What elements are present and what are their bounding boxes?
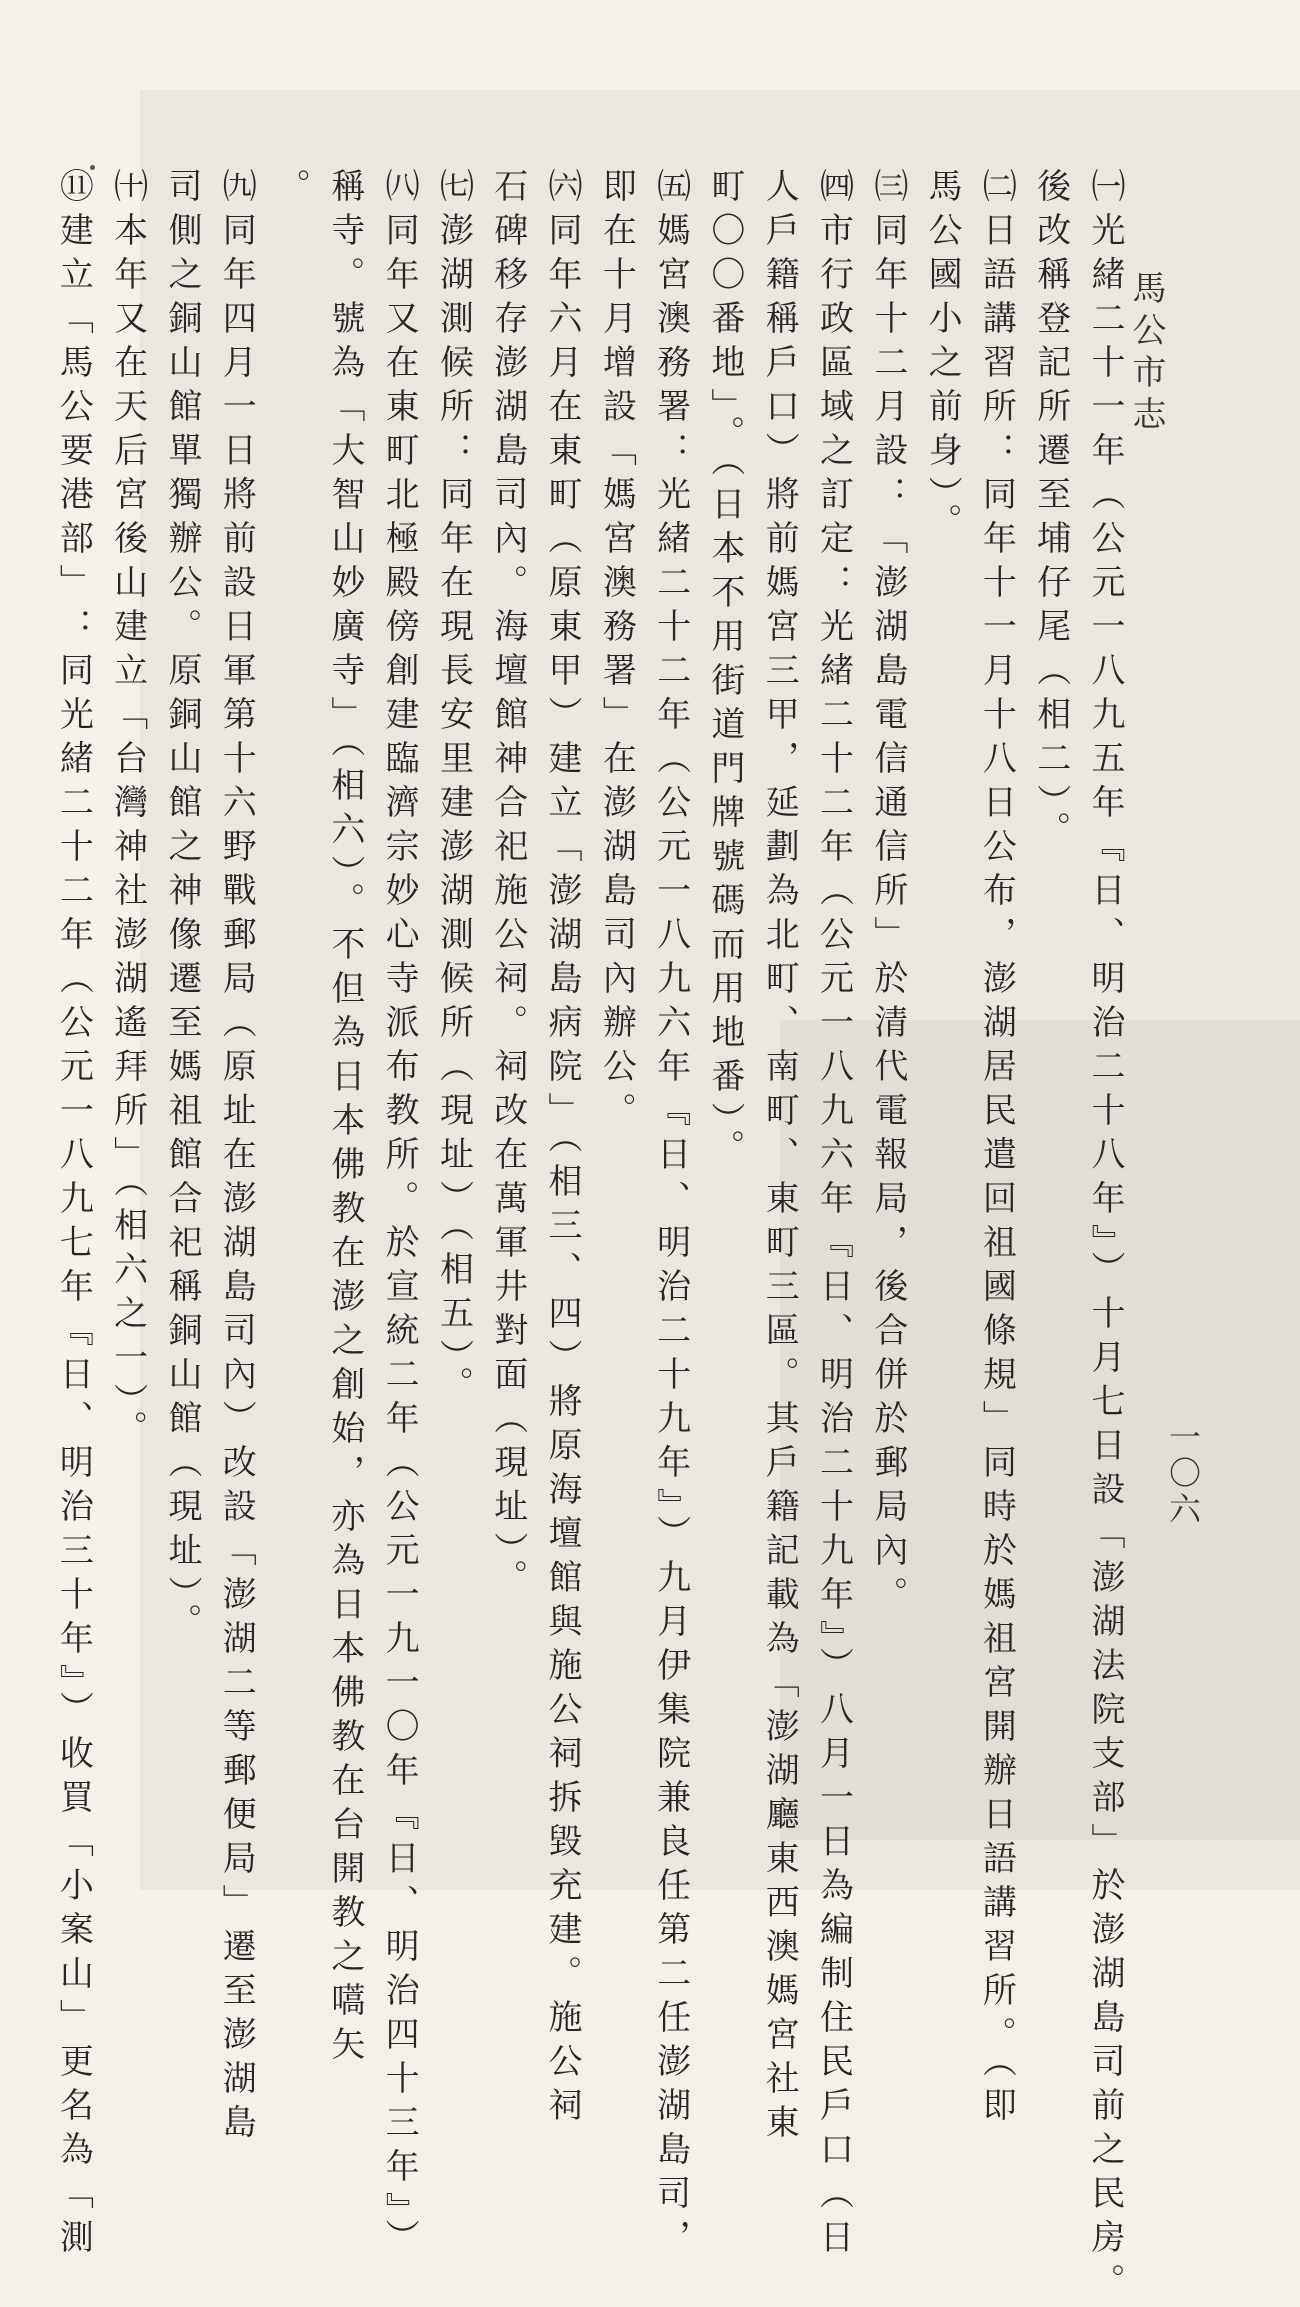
page-header: 馬公市志 bbox=[1126, 270, 1166, 438]
text-column: ㈡日語講習所：同年十一月十八日公布，澎湖居民遣回祖國條規」同時於媽祖宮開辦日語講習所。（即 bbox=[976, 168, 1017, 2131]
text-column: 即在十月增設「媽宮澳務署」在澎湖島司內辦公。 bbox=[596, 168, 637, 1136]
vertical-body-text bbox=[53, 168, 1132, 2307]
text-column: ㈨同年四月一日將前設日軍第十六野戰郵局（原址在澎湖島司內）改設「澎湖二等郵便局」遷至澎湖島 bbox=[216, 168, 257, 2148]
text-column: ⑪建立「馬公要港部」：同光緒二十二年（公元一八九七年『日、明治三十年』）收買「小案山」更名為「測 bbox=[53, 168, 94, 2263]
text-column: ㈦澎湖測候所：同年在現長安里建澎湖測候所（現址）（相五）。 bbox=[433, 168, 474, 1410]
text-column: ㈤媽宮澳務署：光緒二十二年（公元一八九六年『日、明治二十九年』）九月伊集院兼良任第二任澎湖島司， bbox=[650, 168, 691, 2263]
text-column: ㈩本年又在天后宮後山建立「台灣神社澎湖遙拜所」（相六之一）。 bbox=[107, 168, 148, 1454]
text-column: 稱寺。號為「大智山妙廣寺」（相六）。不但為日本佛教在澎之創始，亦為日本佛教在台開教之嚆矢 bbox=[324, 168, 365, 2070]
text-column: 司側之銅山館單獨辦公。原銅山館之神像遷至媽祖館合祀稱銅山館（現址）。 bbox=[161, 168, 202, 1647]
text-column: ㈢同年十二月設：「澎湖島電信通信所」於清代電報局，後合併於郵局內。 bbox=[867, 168, 908, 1620]
text-column: 馬公國小之前身）。 bbox=[922, 168, 963, 547]
text-column: 石碑移存澎湖島司內。海壇館神合祀施公祠。祠改在萬軍井對面（現址）。 bbox=[487, 168, 528, 1603]
page-number: 一〇六 bbox=[1164, 1420, 1202, 1528]
text-column: 町〇〇番地」。（日本不用街道門牌號碼而用地番）。 bbox=[704, 168, 745, 1173]
text-column: ㈣市行政區域之訂定：光緒二十二年（公元一八九六年『日、明治二十九年』）八月一日為編制住民戶口（日 bbox=[813, 168, 854, 2263]
text-column: 後改稱登記所遷至埔仔尾（相二）。 bbox=[1030, 168, 1071, 855]
text-column: ㈧同年又在東町北極殿傍創建臨濟宗妙心寺派布教所。於宣統二年（公元一九一〇年『日、明治四十三年』） bbox=[379, 168, 420, 2263]
text-column: 人戶籍稱戶口）將前媽宮三甲，延劃為北町、南町、東町三區。其戶籍記載為「澎湖廳東西澳媽宮社東 bbox=[759, 168, 800, 2148]
text-column: ㈥同年六月在東町（原東甲）建立「澎湖島病院」（相三、四）將原海壇館與施公祠拆毀充建。施公祠 bbox=[542, 168, 583, 2131]
text-column: 。 bbox=[270, 168, 311, 212]
text-column: ㈠光緒二十一年（公元一八九五年『日、明治二十八年』）十月七日設「澎湖法院支部」於澎湖島司前之民房。 bbox=[1085, 168, 1125, 2307]
